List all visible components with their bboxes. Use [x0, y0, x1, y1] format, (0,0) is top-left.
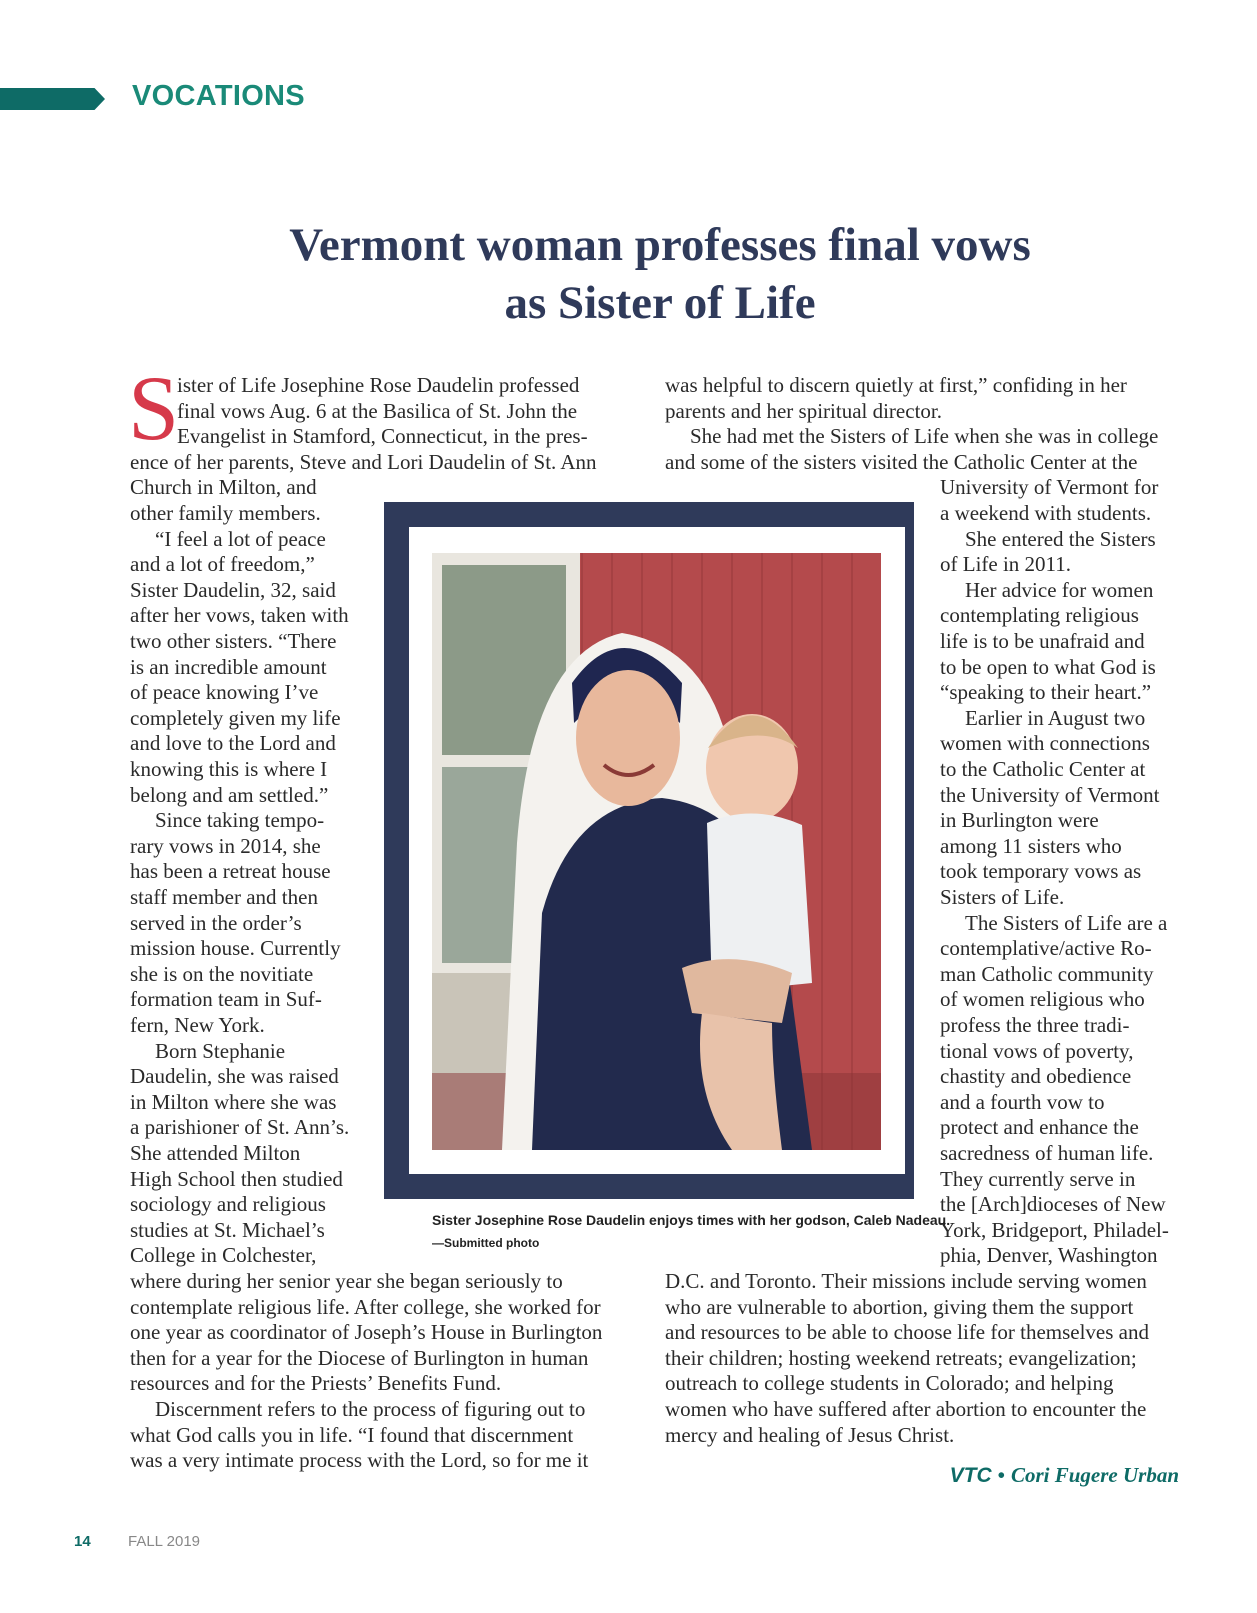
- body-line: who are vulnerable to abortion, giving them the support: [665, 1294, 1134, 1319]
- byline-separator: •: [997, 1463, 1005, 1487]
- body-line: after her vows, taken with: [130, 603, 349, 628]
- body-line: phia, Denver, Washington: [940, 1243, 1158, 1268]
- body-line: contemplating religious: [940, 603, 1139, 628]
- body-line: final vows Aug. 6 at the Basilica of St. John the: [177, 398, 578, 423]
- body-line: contemplative/active Ro-: [940, 936, 1152, 961]
- body-line: formation team in Suf-: [130, 987, 322, 1012]
- body-line: protect and enhance the: [940, 1115, 1139, 1140]
- body-line: a parishioner of St. Ann’s.: [130, 1115, 350, 1140]
- body-line: resources and for the Priests’ Benefits Fund.: [130, 1371, 502, 1396]
- byline-org: VTC: [949, 1464, 992, 1487]
- body-line: Sister Daudelin, 32, said: [130, 577, 336, 602]
- issue-label: FALL 2019: [128, 1533, 201, 1550]
- body-line: fern, New York.: [130, 1013, 265, 1037]
- body-line: other family members.: [130, 501, 321, 525]
- body-line: College in Colchester,: [130, 1243, 317, 1268]
- body-line: the [Arch]dioceses of New: [940, 1192, 1166, 1217]
- body-line: Since taking tempo-: [155, 808, 325, 833]
- body-line: chastity and obedience: [940, 1064, 1132, 1089]
- body-line: then for a year for the Diocese of Burlington in human: [130, 1345, 589, 1370]
- body-line: and resources to be able to choose life for themselves and: [665, 1320, 1149, 1345]
- body-line: York, Bridgeport, Philadel-: [940, 1217, 1169, 1242]
- body-line: women who have suffered after abortion to encounter the: [665, 1397, 1147, 1421]
- body-line: Church in Milton, and: [130, 475, 317, 500]
- body-line: and love to the Lord and: [130, 731, 336, 756]
- photo-illustration: [432, 553, 881, 1150]
- body-line: belong and am settled.”: [130, 782, 329, 807]
- body-line: She entered the Sisters: [965, 526, 1156, 551]
- body-line: Discernment refers to the process of figuring out to: [155, 1397, 586, 1421]
- body-line: mission house. Currently: [130, 936, 341, 961]
- body-line: ister of Life Josephine Rose Daudelin professed: [177, 373, 580, 397]
- headline-line-2: as Sister of Life: [504, 277, 816, 329]
- body-line: completely given my life: [130, 705, 341, 730]
- body-line: She had met the Sisters of Life when she was in college: [690, 424, 1159, 449]
- body-line: man Catholic community: [940, 961, 1154, 986]
- body-line: “I feel a lot of peace: [155, 526, 326, 551]
- body-line: Evangelist in Stamford, Connecticut, in the pres-: [177, 424, 588, 449]
- body-line: University of Vermont for: [940, 475, 1159, 500]
- body-line: rary vows in 2014, she: [130, 833, 321, 858]
- body-line: contemplate religious life. After college, she worked for: [130, 1294, 601, 1319]
- body-line: of women religious who: [940, 987, 1145, 1012]
- body-line: sociology and religious: [130, 1192, 326, 1217]
- body-line: Her advice for women: [965, 577, 1154, 602]
- body-line: outreach to college students in Colorado; and helping: [665, 1371, 1114, 1396]
- body-line: in Milton where she was: [130, 1089, 337, 1114]
- body-line: and a fourth vow to: [940, 1089, 1105, 1114]
- body-line: women with connections: [940, 731, 1150, 756]
- body-line: among 11 sisters who: [940, 833, 1122, 858]
- body-line: profess the three tradi-: [940, 1013, 1130, 1037]
- body-line: took temporary vows as: [940, 859, 1142, 884]
- body-line: is an incredible amount: [130, 654, 327, 679]
- headline-line-1: Vermont woman professes final vows: [289, 219, 1031, 271]
- article-photo: [432, 553, 881, 1150]
- body-line: Daudelin, she was raised: [130, 1064, 339, 1089]
- drop-cap: S: [128, 357, 180, 459]
- photo-caption: Sister Josephine Rose Daudelin enjoys times with her godson, Caleb Nadeau.: [432, 1212, 951, 1228]
- body-line: and some of the sisters visited the Catholic Center at the: [665, 449, 1138, 474]
- body-line: to the Catholic Center at: [940, 757, 1146, 781]
- section-label: VOCATIONS: [132, 80, 305, 112]
- body-line: D.C. and Toronto. Their missions include serving women: [665, 1269, 1147, 1293]
- body-line: two other sisters. “There: [130, 629, 337, 653]
- photo-credit: —Submitted photo: [432, 1236, 540, 1250]
- body-line: Sisters of Life.: [940, 885, 1065, 909]
- body-line: one year as coordinator of Joseph’s House in Burlington: [130, 1320, 603, 1345]
- body-line: She attended Milton: [130, 1141, 301, 1165]
- article-headline: [180, 216, 1140, 332]
- body-line: was a very intimate process with the Lord, so for me it: [130, 1448, 589, 1473]
- body-line: High School then studied: [130, 1166, 343, 1191]
- body-line: Earlier in August two: [965, 705, 1146, 730]
- body-line: a weekend with students.: [940, 501, 1152, 525]
- section-marker-bar: [0, 88, 105, 110]
- body-line: where during her senior year she began seriously to: [130, 1269, 563, 1293]
- body-line: and a lot of freedom,”: [130, 552, 315, 577]
- body-line: she is on the novitiate: [130, 961, 314, 986]
- body-line: tional vows of poverty,: [940, 1038, 1134, 1063]
- body-line: They currently serve in: [940, 1166, 1136, 1191]
- body-line: of peace knowing I’ve: [130, 680, 319, 705]
- body-line: served in the order’s: [130, 910, 302, 935]
- body-line: sacredness of human life.: [940, 1141, 1154, 1165]
- body-line: to be open to what God is: [940, 654, 1156, 679]
- body-line: their children; hosting weekend retreats; evangelization;: [665, 1345, 1137, 1370]
- byline-author: Cori Fugere Urban: [1010, 1463, 1179, 1487]
- body-line: in Burlington were: [940, 808, 1099, 833]
- body-line: staff member and then: [130, 885, 318, 909]
- body-line: parents and her spiritual director.: [665, 398, 942, 423]
- body-line: studies at St. Michael’s: [130, 1217, 325, 1242]
- body-line: life is to be unafraid and: [940, 629, 1145, 653]
- page-number: 14: [74, 1533, 91, 1550]
- body-line: The Sisters of Life are a: [965, 910, 1168, 935]
- body-line: was helpful to discern quietly at first,” confiding in her: [665, 373, 1127, 397]
- body-line: knowing this is where I: [130, 757, 328, 781]
- body-line: mercy and healing of Jesus Christ.: [665, 1422, 955, 1447]
- body-line: what God calls you in life. “I found that discernment: [130, 1422, 574, 1447]
- body-line: has been a retreat house: [130, 859, 331, 884]
- body-line: Born Stephanie: [155, 1038, 286, 1063]
- body-line: “speaking to their heart.”: [940, 680, 1152, 705]
- body-line: the University of Vermont: [940, 782, 1160, 807]
- body-line: ence of her parents, Steve and Lori Daudelin of St. Ann: [130, 449, 597, 474]
- body-line: of Life in 2011.: [940, 552, 1072, 577]
- byline: [950, 1463, 1179, 1488]
